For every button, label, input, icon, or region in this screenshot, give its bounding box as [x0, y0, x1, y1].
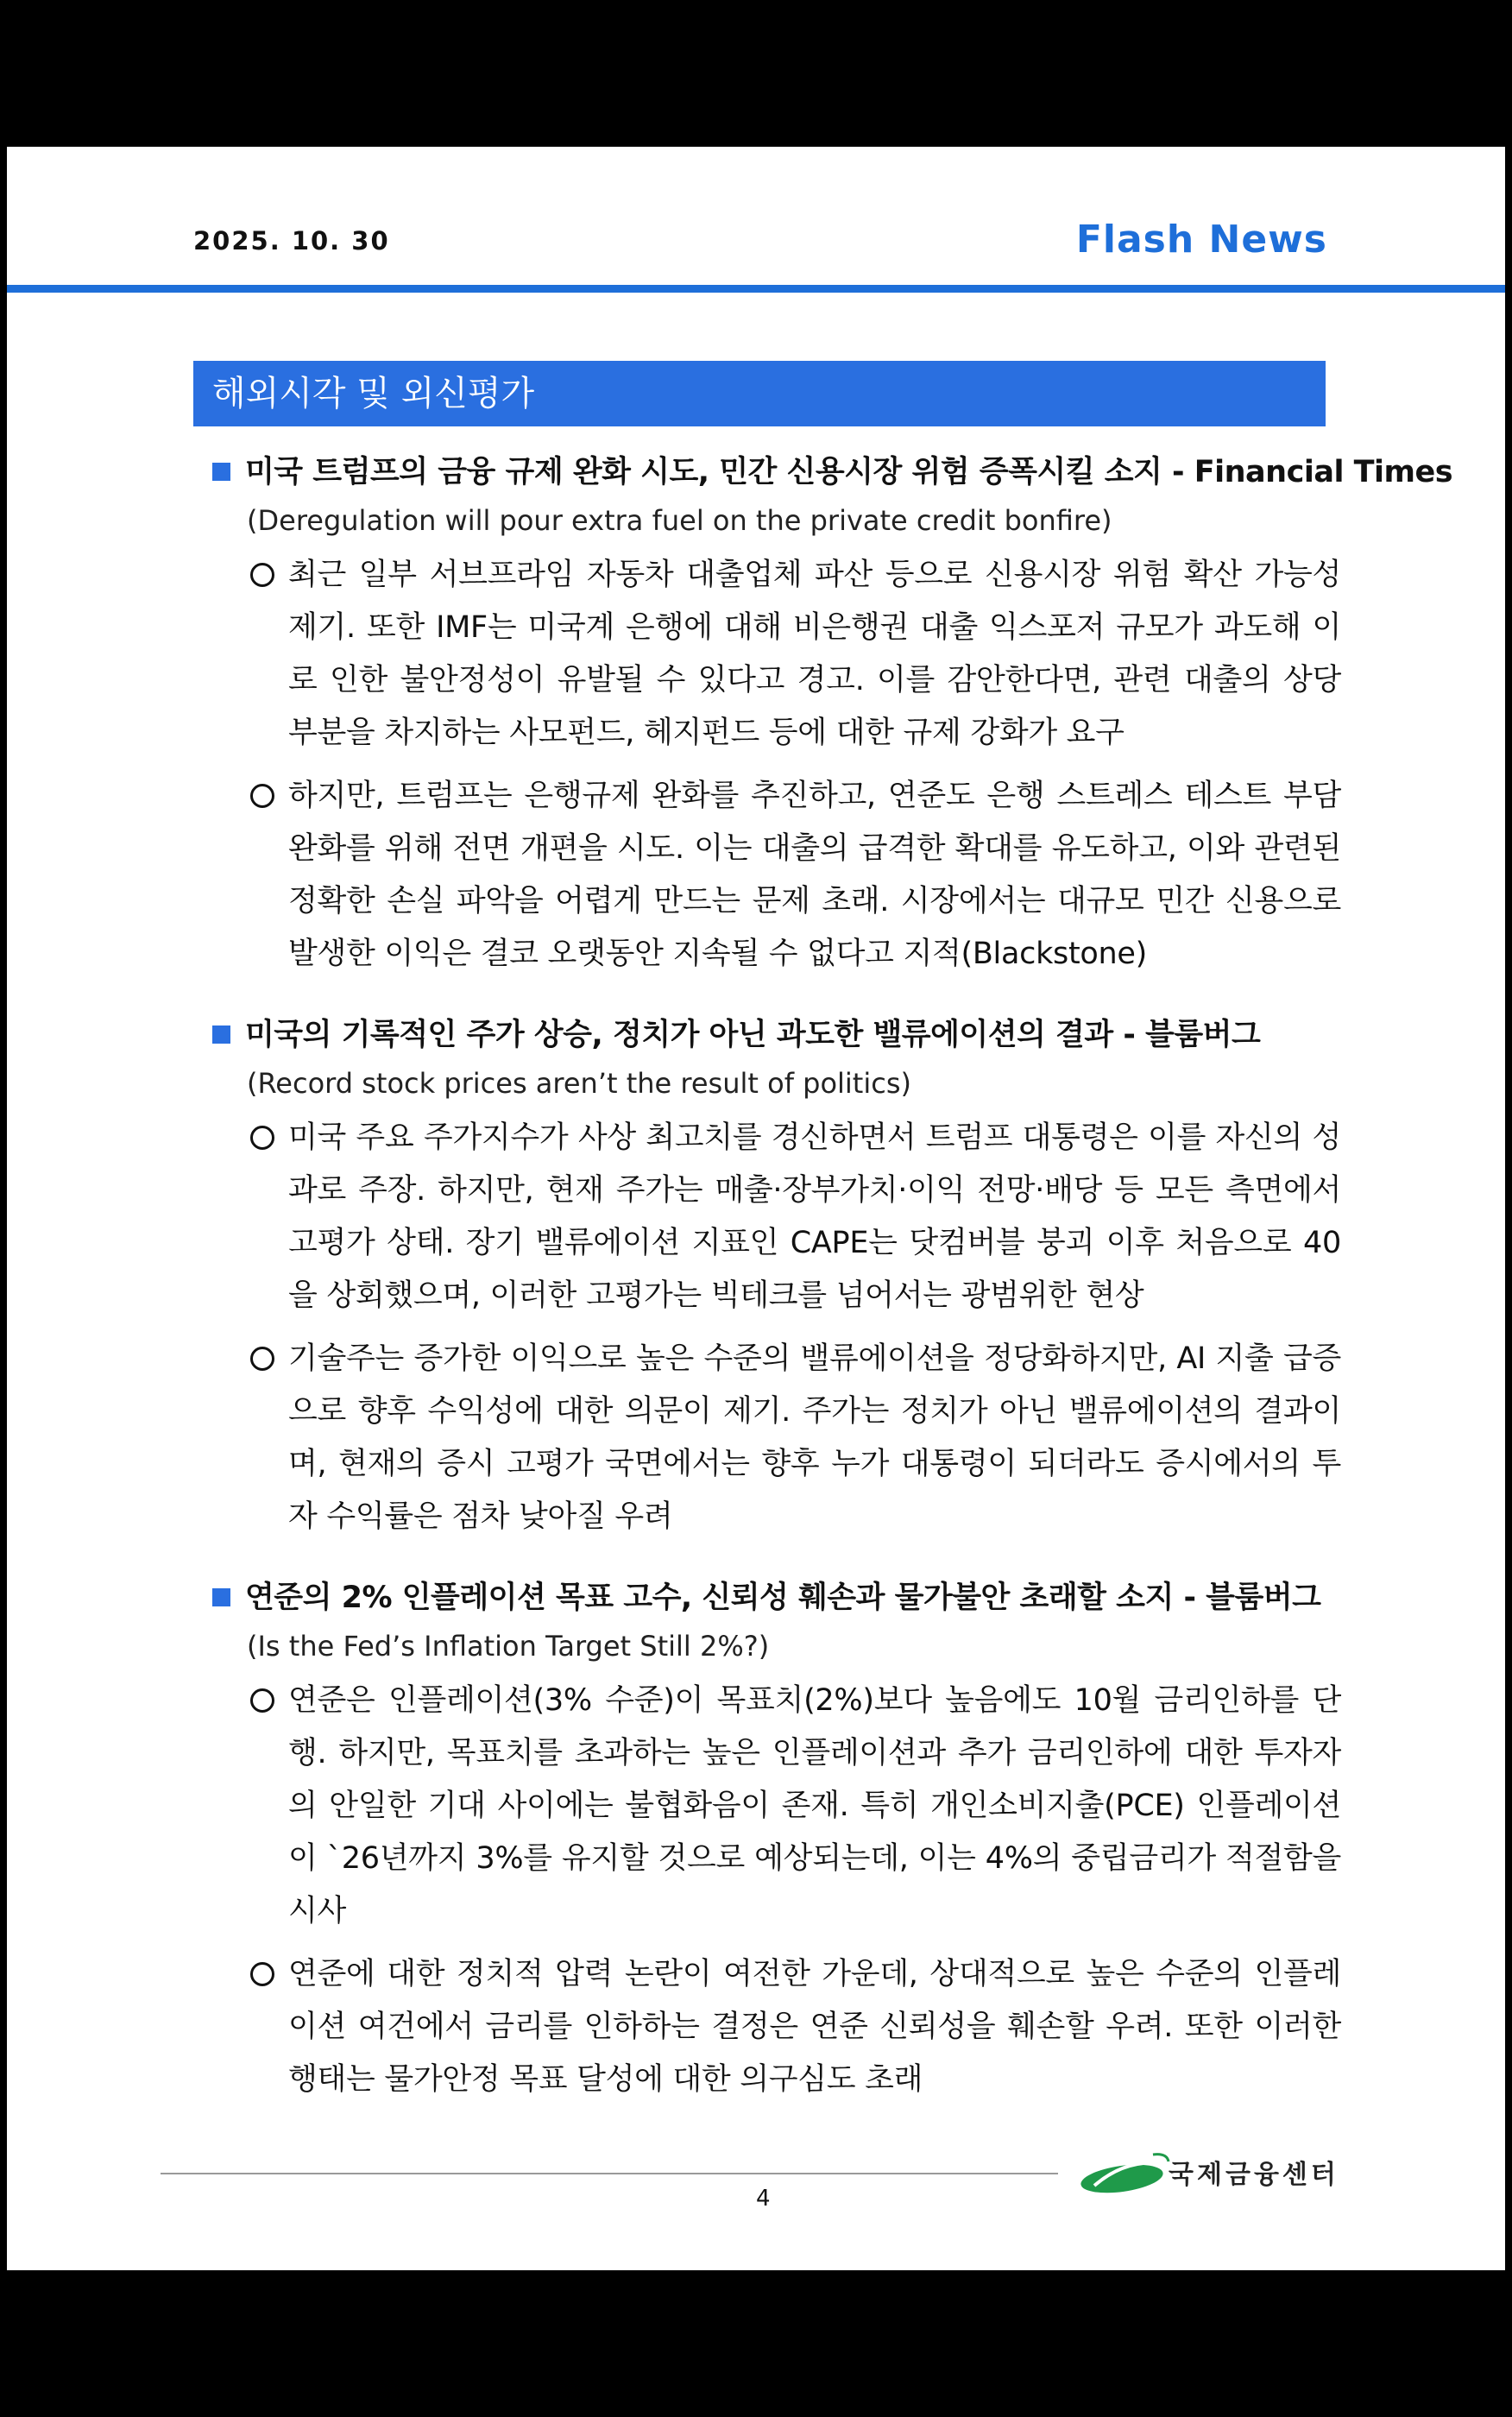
footer-rule [161, 2173, 1058, 2174]
bullet-item [193, 1948, 1341, 2106]
bullet-text: 미국 주요 주가지수가 사상 최고치를 경신하면서 트럼프 대통령은 이를 자신의 성과로 주장. 하지만, 현재 주가는 매출·장부가치·이익 전망·배당 등 모든 측면에서 고평가 상태. 장기 밸류에이션 지표인 CAPE는 닷컴버블 붕괴 이후 처음으로 40을 상회했으며, 이러한 고평가는 빅테크를 넘어서는 광범위한 현상 [288, 1120, 1341, 1313]
bullet-text: 연준에 대한 정치적 압력 논란이 여전한 가운데, 상대적으로 높은 수준의 인플레이션 여건에서 금리를 인하하는 결정은 연준 신뢰성을 훼손할 우려. 또한 이러한 행태는 물가안정 목표 달성에 대한 의구심도 초래 [288, 1957, 1341, 2097]
article-subtitle: (Record stock prices aren’t the result of politics) [247, 1067, 911, 1100]
logo-text: 국제금융센터 [1169, 2160, 1339, 2190]
article-subtitle: (Deregulation will pour extra fuel on the private credit bonfire) [247, 504, 1112, 537]
bullet-item [193, 770, 1341, 981]
article-title-text: 미국 트럼프의 금융 규제 완화 시도, 민간 신용시장 위험 증폭시킬 소지 - Financial Times [245, 455, 1453, 489]
circle-bullet-icon [250, 563, 274, 587]
article [193, 1010, 1341, 1543]
bullet-text: 최근 일부 서브프라임 자동차 대출업체 파산 등으로 신용시장 위험 확산 가능성 제기. 또한 IMF는 미국계 은행에 대해 비은행권 대출 익스포저 규모가 과도해 이로 인한 불안정성이 유발될 수 있다고 경고. 이를 감안한다면, 관련 대출의 상당 부분을 차지하는 사모펀드, 헤지펀드 등에 대한 규제 강화가 요구 [288, 558, 1342, 750]
circle-bullet-icon [250, 1688, 274, 1713]
circle-bullet-icon [250, 1962, 274, 1986]
report-title: Flash News [1075, 218, 1327, 262]
square-bullet-icon [212, 1588, 230, 1606]
circle-bullet-icon [250, 784, 274, 808]
article [193, 1573, 1341, 2106]
articles [193, 447, 1453, 2136]
bullet-item [193, 1333, 1341, 1543]
report-date: 2025. 10. 30 [193, 226, 390, 256]
section-title: 해외시각 및 외신평가 [193, 361, 1326, 426]
article [193, 447, 1453, 981]
bullet-list [193, 1675, 1341, 2106]
bullet-text: 기술주는 증가한 이익으로 높은 수준의 밸류에이션을 정당화하지만, AI 지출 급증으로 향후 수익성에 대한 의문이 제기. 주가는 정치가 아닌 밸류에이션의 결과이며, 현재의 증시 고평가 국면에서는 향후 누가 대통령이 되더라도 증시에서의 투자 수익률은 점차 낮아질 우려 [288, 1341, 1341, 1534]
bullet-text: 연준은 인플레이션(3% 수준)이 목표치(2%)보다 높음에도 10월 금리인하를 단행. 하지만, 목표치를 초과하는 높은 인플레이션과 추가 금리인하에 대한 투자자의 안일한 기대 사이에는 불협화음이 존재. 특히 개인소비지출(PCE) 인플레이션이 `26년까지 3%를 유지할 것으로 예상되는데, 이는 4%의 중립금리가 적절함을 시사 [288, 1683, 1341, 1928]
bullet-list [193, 1112, 1341, 1543]
bullet-text: 하지만, 트럼프는 은행규제 완화를 추진하고, 연준도 은행 스트레스 테스트 부담 완화를 위해 전면 개편을 시도. 이는 대출의 급격한 확대를 유도하고, 이와 관련된 정확한 손실 파악을 어렵게 만드는 문제 초래. 시장에서는 대규모 민간 신용으로 발생한 이익은 결코 오랫동안 지속될 수 없다고 지적(Blackstone) [288, 779, 1341, 971]
square-bullet-icon [212, 1025, 230, 1044]
circle-bullet-icon [250, 1347, 274, 1371]
article-title [193, 447, 1453, 497]
article-title [193, 1573, 1341, 1623]
bullet-item [193, 1675, 1341, 1938]
article-title-text: 연준의 2% 인플레이션 목표 고수, 신뢰성 훼손과 물가불안 초래할 소지 - 블룸버그 [245, 1581, 1321, 1615]
bullet-item [193, 1112, 1341, 1322]
document-page [7, 147, 1505, 2270]
article-subtitle: (Is the Fed’s Inflation Target Still 2%?) [247, 1630, 770, 1663]
article-title-text: 미국의 기록적인 주가 상승, 정치가 아닌 과도한 밸류에이션의 결과 - 블룸버그 [245, 1018, 1261, 1052]
square-bullet-icon [212, 463, 230, 481]
circle-bullet-icon [250, 1126, 274, 1150]
article-title [193, 1010, 1341, 1060]
bullet-item [193, 549, 1341, 760]
header-rule [7, 285, 1505, 293]
bullet-list [193, 549, 1341, 981]
page-number: 4 [756, 2186, 771, 2212]
